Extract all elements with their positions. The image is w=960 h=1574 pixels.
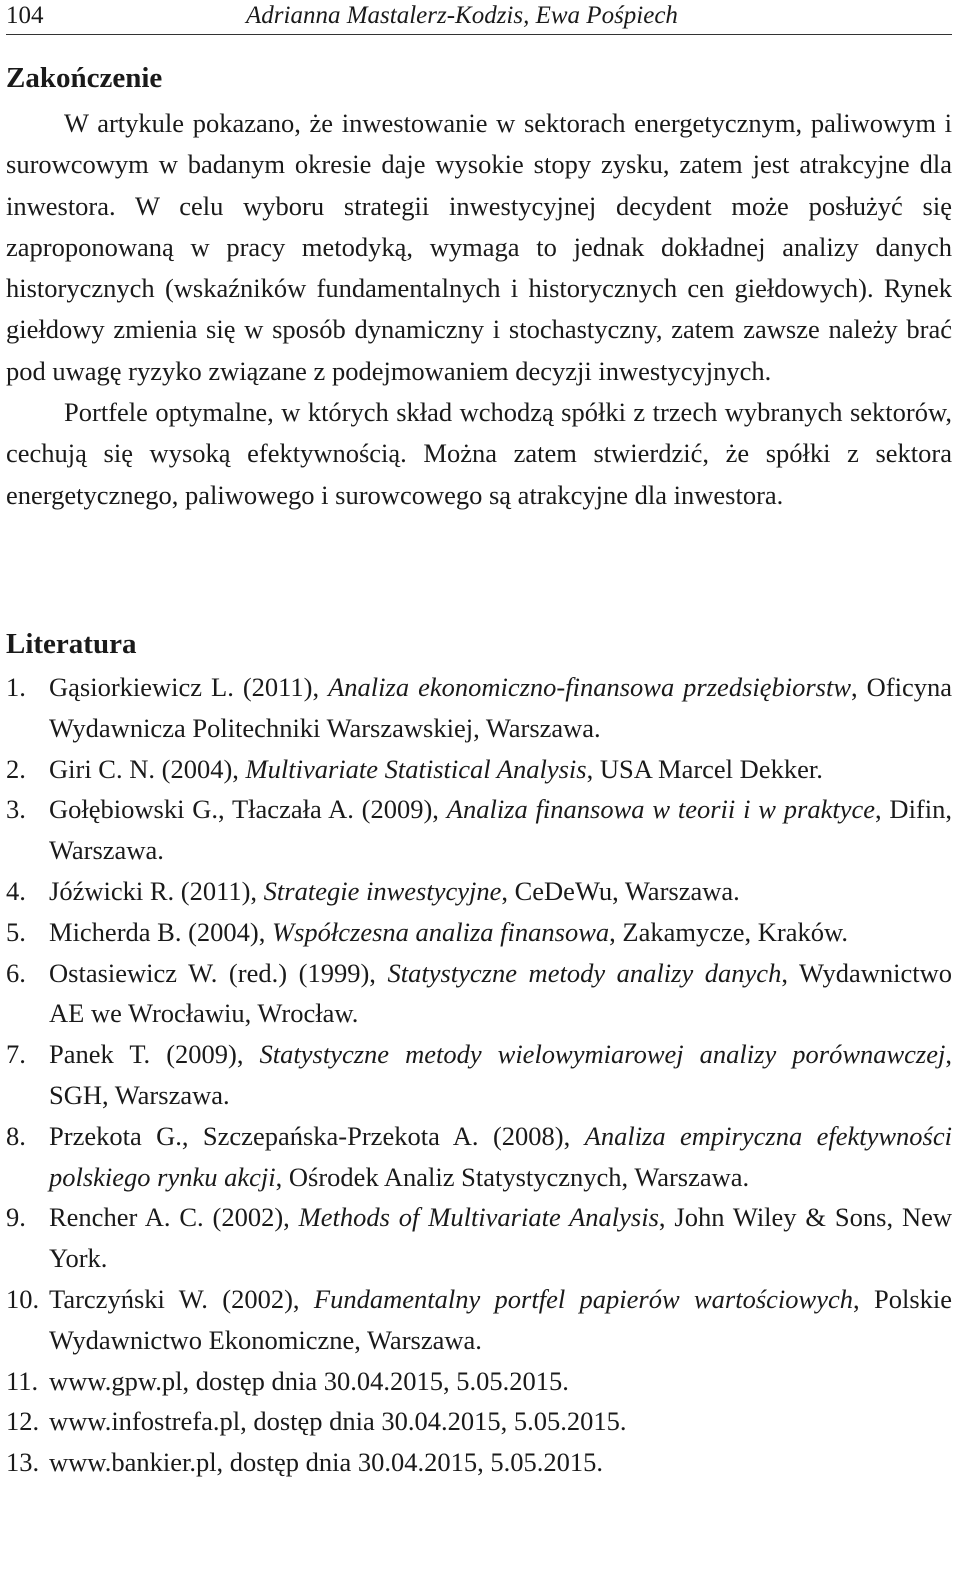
reference-author-year: Rencher A. C. (2002), xyxy=(49,1202,299,1233)
page-number: 104 xyxy=(6,2,44,29)
reference-author-year: www.gpw.pl, dostęp dnia 30.04.2015, 5.05.2015. xyxy=(49,1365,569,1396)
conclusion-paragraph: Portfele optymalne, w których skład wchodzą spółki z trzech wybranych sektorów, cechują się wysoką efektywnością. Można zatem stwierdzić, że spółki z sektora energetycznego, paliwowego i surowcowego są atrakcyjne dla inwestora. xyxy=(6,397,952,510)
reference-author-year: Giri C. N. (2004), xyxy=(49,753,246,784)
reference-publisher: , SGH, Warszawa. xyxy=(49,1039,952,1110)
reference-title: Analiza ekonomiczno-finansowa przedsiębiorstw xyxy=(328,672,852,702)
reference-number: 1. xyxy=(6,672,26,702)
reference-author-year: Tarczyński W. (2002), xyxy=(49,1283,314,1314)
reference-author-year: www.bankier.pl, dostęp dnia 30.04.2015, 5.05.2015. xyxy=(49,1447,603,1478)
reference-item xyxy=(6,1116,952,1198)
reference-title: Statystyczne metody wielowymiarowej analizy porównawczej xyxy=(259,1039,946,1070)
reference-number: 13. xyxy=(6,1447,40,1478)
reference-title: Współczesna analiza finansowa xyxy=(272,916,610,947)
reference-title: Analiza empiryczna efektywności polskiego rynku akcji xyxy=(49,1120,952,1192)
reference-publisher: , Polskie Wydawnictwo Ekonomiczne, Warszawa. xyxy=(49,1283,952,1355)
reference-author-year: Panek T. (2009), xyxy=(49,1039,260,1070)
reference-author-year: Micherda B. (2004), xyxy=(49,916,272,947)
reference-title: Analiza finansowa w teorii i w praktyce xyxy=(446,794,875,825)
reference-item xyxy=(6,871,952,912)
reference-author-year: www.infostrefa.pl, dostęp dnia 30.04.2015, 5.05.2015. xyxy=(49,1406,627,1437)
reference-number: 11. xyxy=(6,1365,39,1396)
reference-item xyxy=(6,912,952,953)
reference-title: Statystyczne metody analizy danych xyxy=(387,957,782,988)
reference-title: Fundamentalny portfel papierów wartościowych xyxy=(313,1283,853,1314)
reference-item xyxy=(6,789,952,871)
reference-item xyxy=(6,1442,952,1483)
reference-number: 10. xyxy=(6,1283,40,1314)
reference-number: 8. xyxy=(6,1120,26,1151)
reference-publisher: , Ośrodek Analiz Statystycznych, Warszawa. xyxy=(275,1161,750,1192)
reference-item xyxy=(6,749,952,790)
reference-publisher: , Difin, Warszawa. xyxy=(49,794,952,866)
reference-author-year: Gołębiowski G., Tłaczała A. (2009), xyxy=(49,794,447,825)
reference-author-year: Ostasiewicz W. (red.) (1999), xyxy=(49,957,388,988)
reference-author-year: Przekota G., Szczepańska-Przekota A. (2008), xyxy=(49,1120,585,1151)
reference-item xyxy=(6,1197,952,1279)
reference-publisher: , Oficyna Wydawnicza Politechniki Warszawskiej, Warszawa. xyxy=(49,672,953,743)
reference-title: Multivariate Statistical Analysis xyxy=(245,753,587,784)
reference-item xyxy=(6,1401,952,1442)
reference-publisher: , USA Marcel Dekker. xyxy=(586,753,823,784)
reference-publisher: , Wydawnictwo AE we Wrocławiu, Wrocław. xyxy=(49,957,952,1029)
reference-title: Methods of Multivariate Analysis xyxy=(298,1202,659,1233)
reference-number: 9. xyxy=(6,1202,26,1233)
conclusion-heading: Zakończenie xyxy=(6,62,163,94)
reference-item xyxy=(6,1034,952,1116)
conclusion-body xyxy=(6,103,952,516)
reference-publisher: , CeDeWu, Warszawa. xyxy=(501,875,740,906)
running-header xyxy=(6,0,952,35)
reference-item xyxy=(6,953,952,1035)
reference-title: Strategie inwestycyjne xyxy=(263,875,502,906)
conclusion-paragraph: W artykule pokazano, że inwestowanie w sektorach energetycznym, paliwowym i surowcowym w badanym okresie daje wysokie stopy zysku, zatem jest atrakcyjne dla inwestora. W celu wyboru strategii inwestycyjnej decydent może posłużyć się zaproponowaną w pracy metodyką, wymaga to jednak dokładnej analizy danych historycznych (wskaźników fundamentalnych i historycznych cen giełdowych). Rynek giełdowy zmienia się w sposób dynamiczny i stochastyczny, zatem zawsze należy brać pod uwagę ryzyko związane z podejmowaniem decyzji inwestycyjnych. xyxy=(6,108,952,386)
reference-number: 4. xyxy=(6,875,26,906)
reference-author-year: Gąsiorkiewicz L. (2011), xyxy=(49,672,329,702)
reference-publisher: , Zakamycze, Kraków. xyxy=(609,916,849,947)
literature-heading: Literatura xyxy=(6,628,137,660)
reference-item xyxy=(6,667,952,749)
reference-number: 2. xyxy=(6,753,26,784)
reference-number: 6. xyxy=(6,957,26,988)
reference-number: 5. xyxy=(6,916,26,947)
reference-list xyxy=(6,667,952,1483)
reference-publisher: , John Wiley & Sons, New York. xyxy=(49,1202,952,1274)
reference-item xyxy=(6,1279,952,1361)
reference-item xyxy=(6,1361,952,1402)
reference-number: 3. xyxy=(6,794,26,825)
running-title: Adrianna Mastalerz-Kodzis, Ewa Pośpiech xyxy=(246,2,678,29)
reference-number: 7. xyxy=(6,1039,26,1070)
reference-author-year: Jóźwicki R. (2011), xyxy=(49,875,264,906)
reference-number: 12. xyxy=(6,1406,40,1437)
